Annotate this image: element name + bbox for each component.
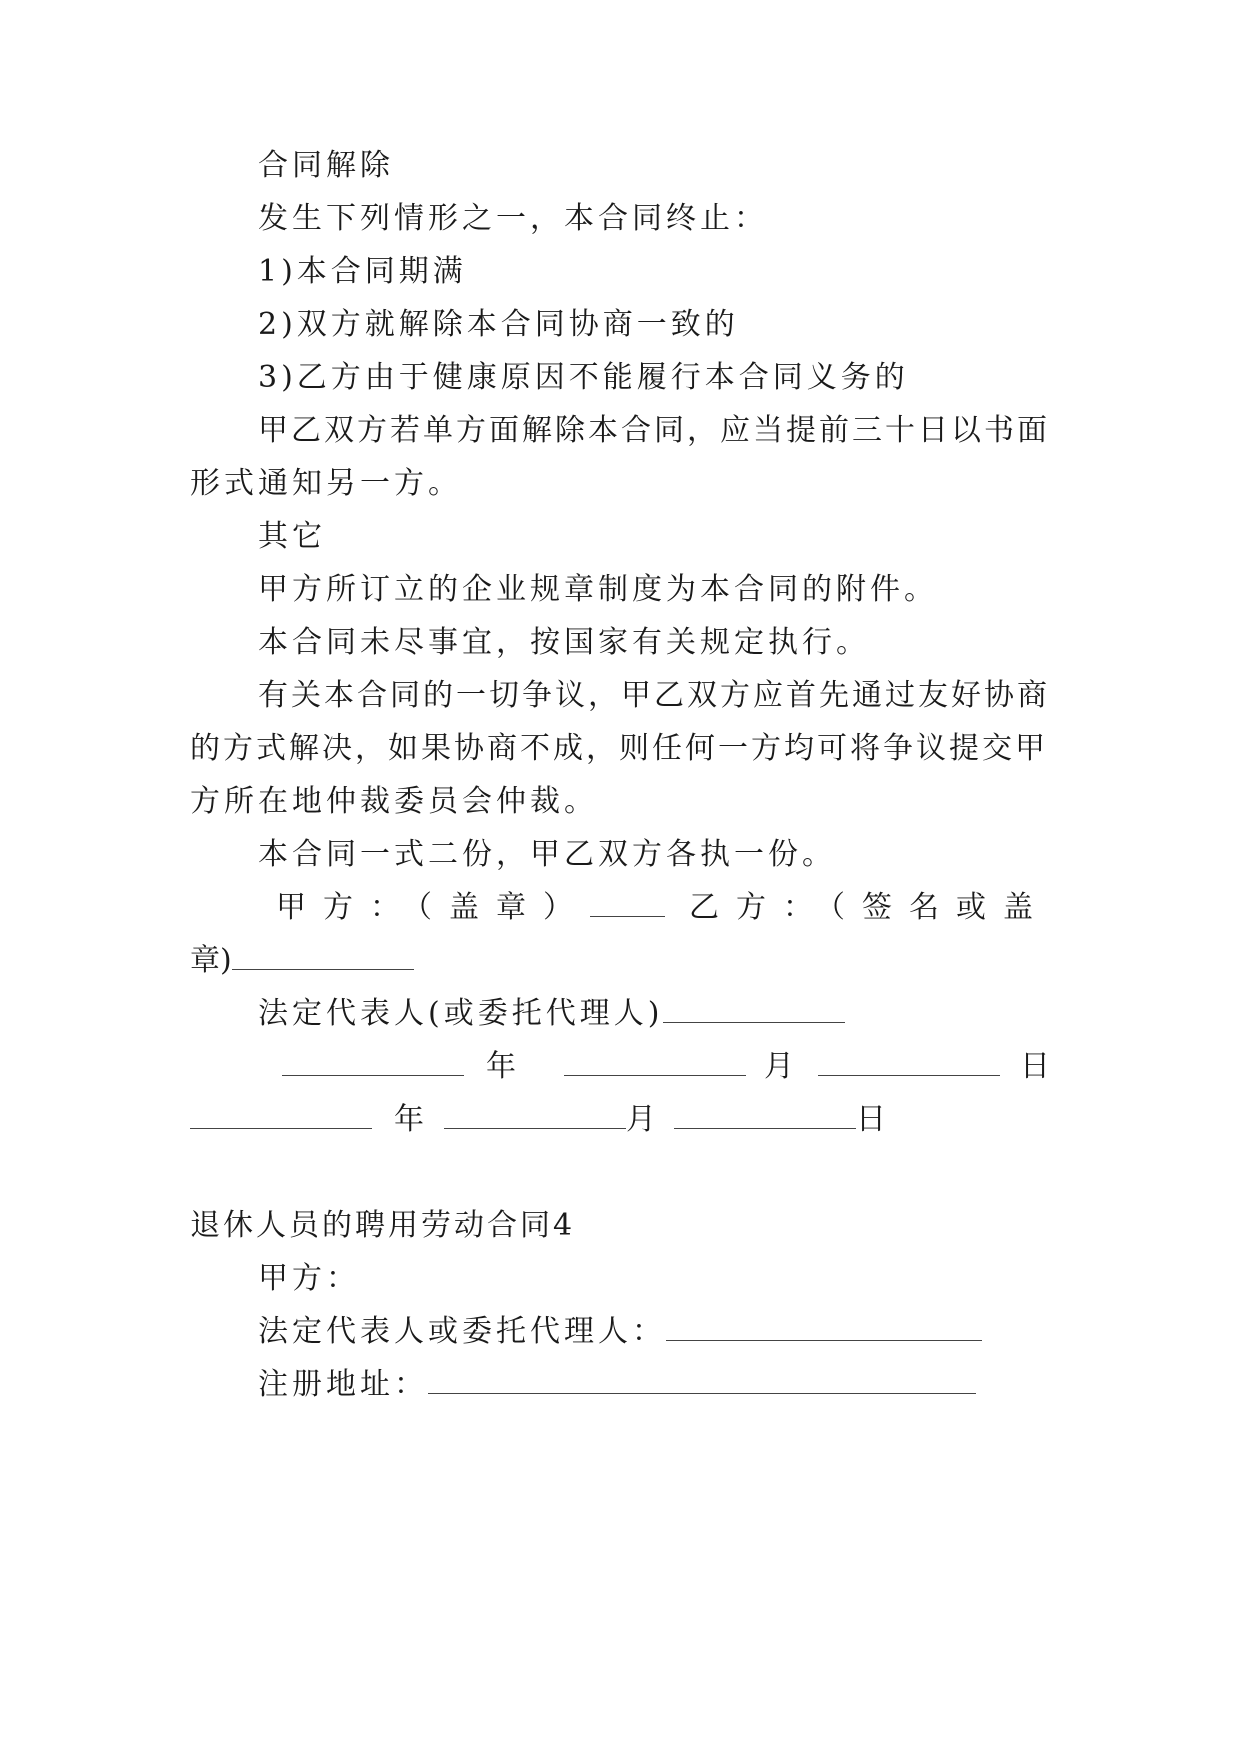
- year-label: 年: [486, 1049, 516, 1084]
- signature-row: [276, 888, 1050, 928]
- party-a-label: 甲方：: [258, 1261, 360, 1296]
- heading-termination: 合同解除: [258, 148, 394, 183]
- month-label: 月: [626, 1102, 656, 1137]
- address-blank[interactable]: [428, 1367, 976, 1394]
- day-label: 日: [856, 1102, 886, 1137]
- month-blank[interactable]: [444, 1102, 626, 1129]
- list-item: 2)双方就解除本合同协商一致的: [258, 307, 739, 342]
- representative-row: [258, 1312, 1050, 1352]
- heading-other: 其它: [258, 519, 326, 554]
- day-blank[interactable]: [818, 1049, 1000, 1076]
- date-row-b: [190, 1100, 1050, 1140]
- party-a-seal-label: 甲方：（盖章）: [276, 890, 590, 925]
- date-row-a: [282, 1047, 1050, 1087]
- list-item: 1)本合同期满: [258, 254, 467, 289]
- list-item: 3)乙方由于健康原因不能履行本合同义务的: [258, 360, 909, 395]
- month-blank[interactable]: [564, 1049, 746, 1076]
- paragraph: 甲方所订立的企业规章制度为本合同的附件。: [258, 572, 938, 607]
- address-row: [258, 1365, 1050, 1405]
- party-b-sign-blank[interactable]: [232, 943, 414, 970]
- year-blank[interactable]: [190, 1102, 372, 1129]
- party-b-sign-label: 乙方：（签名或盖: [689, 890, 1050, 925]
- day-label: 日: [1020, 1049, 1050, 1084]
- address-label: 注册地址：: [258, 1367, 428, 1402]
- paragraph: 有关本合同的一切争议，甲乙双方应首先通过友好协商: [258, 678, 1050, 713]
- paragraph-continuation: 的方式解决，如果协商不成，则任何一方均可将争议提交甲: [190, 731, 1048, 766]
- day-blank[interactable]: [674, 1102, 856, 1129]
- section-title: 退休人员的聘用劳动合同4: [190, 1208, 576, 1243]
- paragraph: 本合同一式二份，甲乙双方各执一份。: [258, 837, 836, 872]
- representative-blank[interactable]: [666, 1314, 982, 1341]
- representative-blank[interactable]: [663, 996, 845, 1023]
- year-label: 年: [394, 1102, 424, 1137]
- paragraph: 发生下列情形之一，本合同终止：: [258, 201, 768, 236]
- representative-label: 法定代表人或委托代理人：: [258, 1314, 666, 1349]
- paragraph-continuation: 方所在地仲裁委员会仲裁。: [190, 784, 598, 819]
- month-label: 月: [764, 1049, 794, 1084]
- signature-row-cont: [190, 941, 1050, 981]
- party-b-sign-label-cont: 章): [190, 943, 232, 978]
- year-blank[interactable]: [282, 1049, 464, 1076]
- representative-row: [258, 994, 1050, 1034]
- party-a-seal-blank[interactable]: [590, 890, 665, 917]
- paragraph: 本合同未尽事宜，按国家有关规定执行。: [258, 625, 870, 660]
- paragraph-continuation: 形式通知另一方。: [190, 466, 462, 501]
- representative-label: 法定代表人(或委托代理人): [258, 996, 664, 1031]
- paragraph: 甲乙双方若单方面解除本合同，应当提前三十日以书面: [258, 413, 1050, 448]
